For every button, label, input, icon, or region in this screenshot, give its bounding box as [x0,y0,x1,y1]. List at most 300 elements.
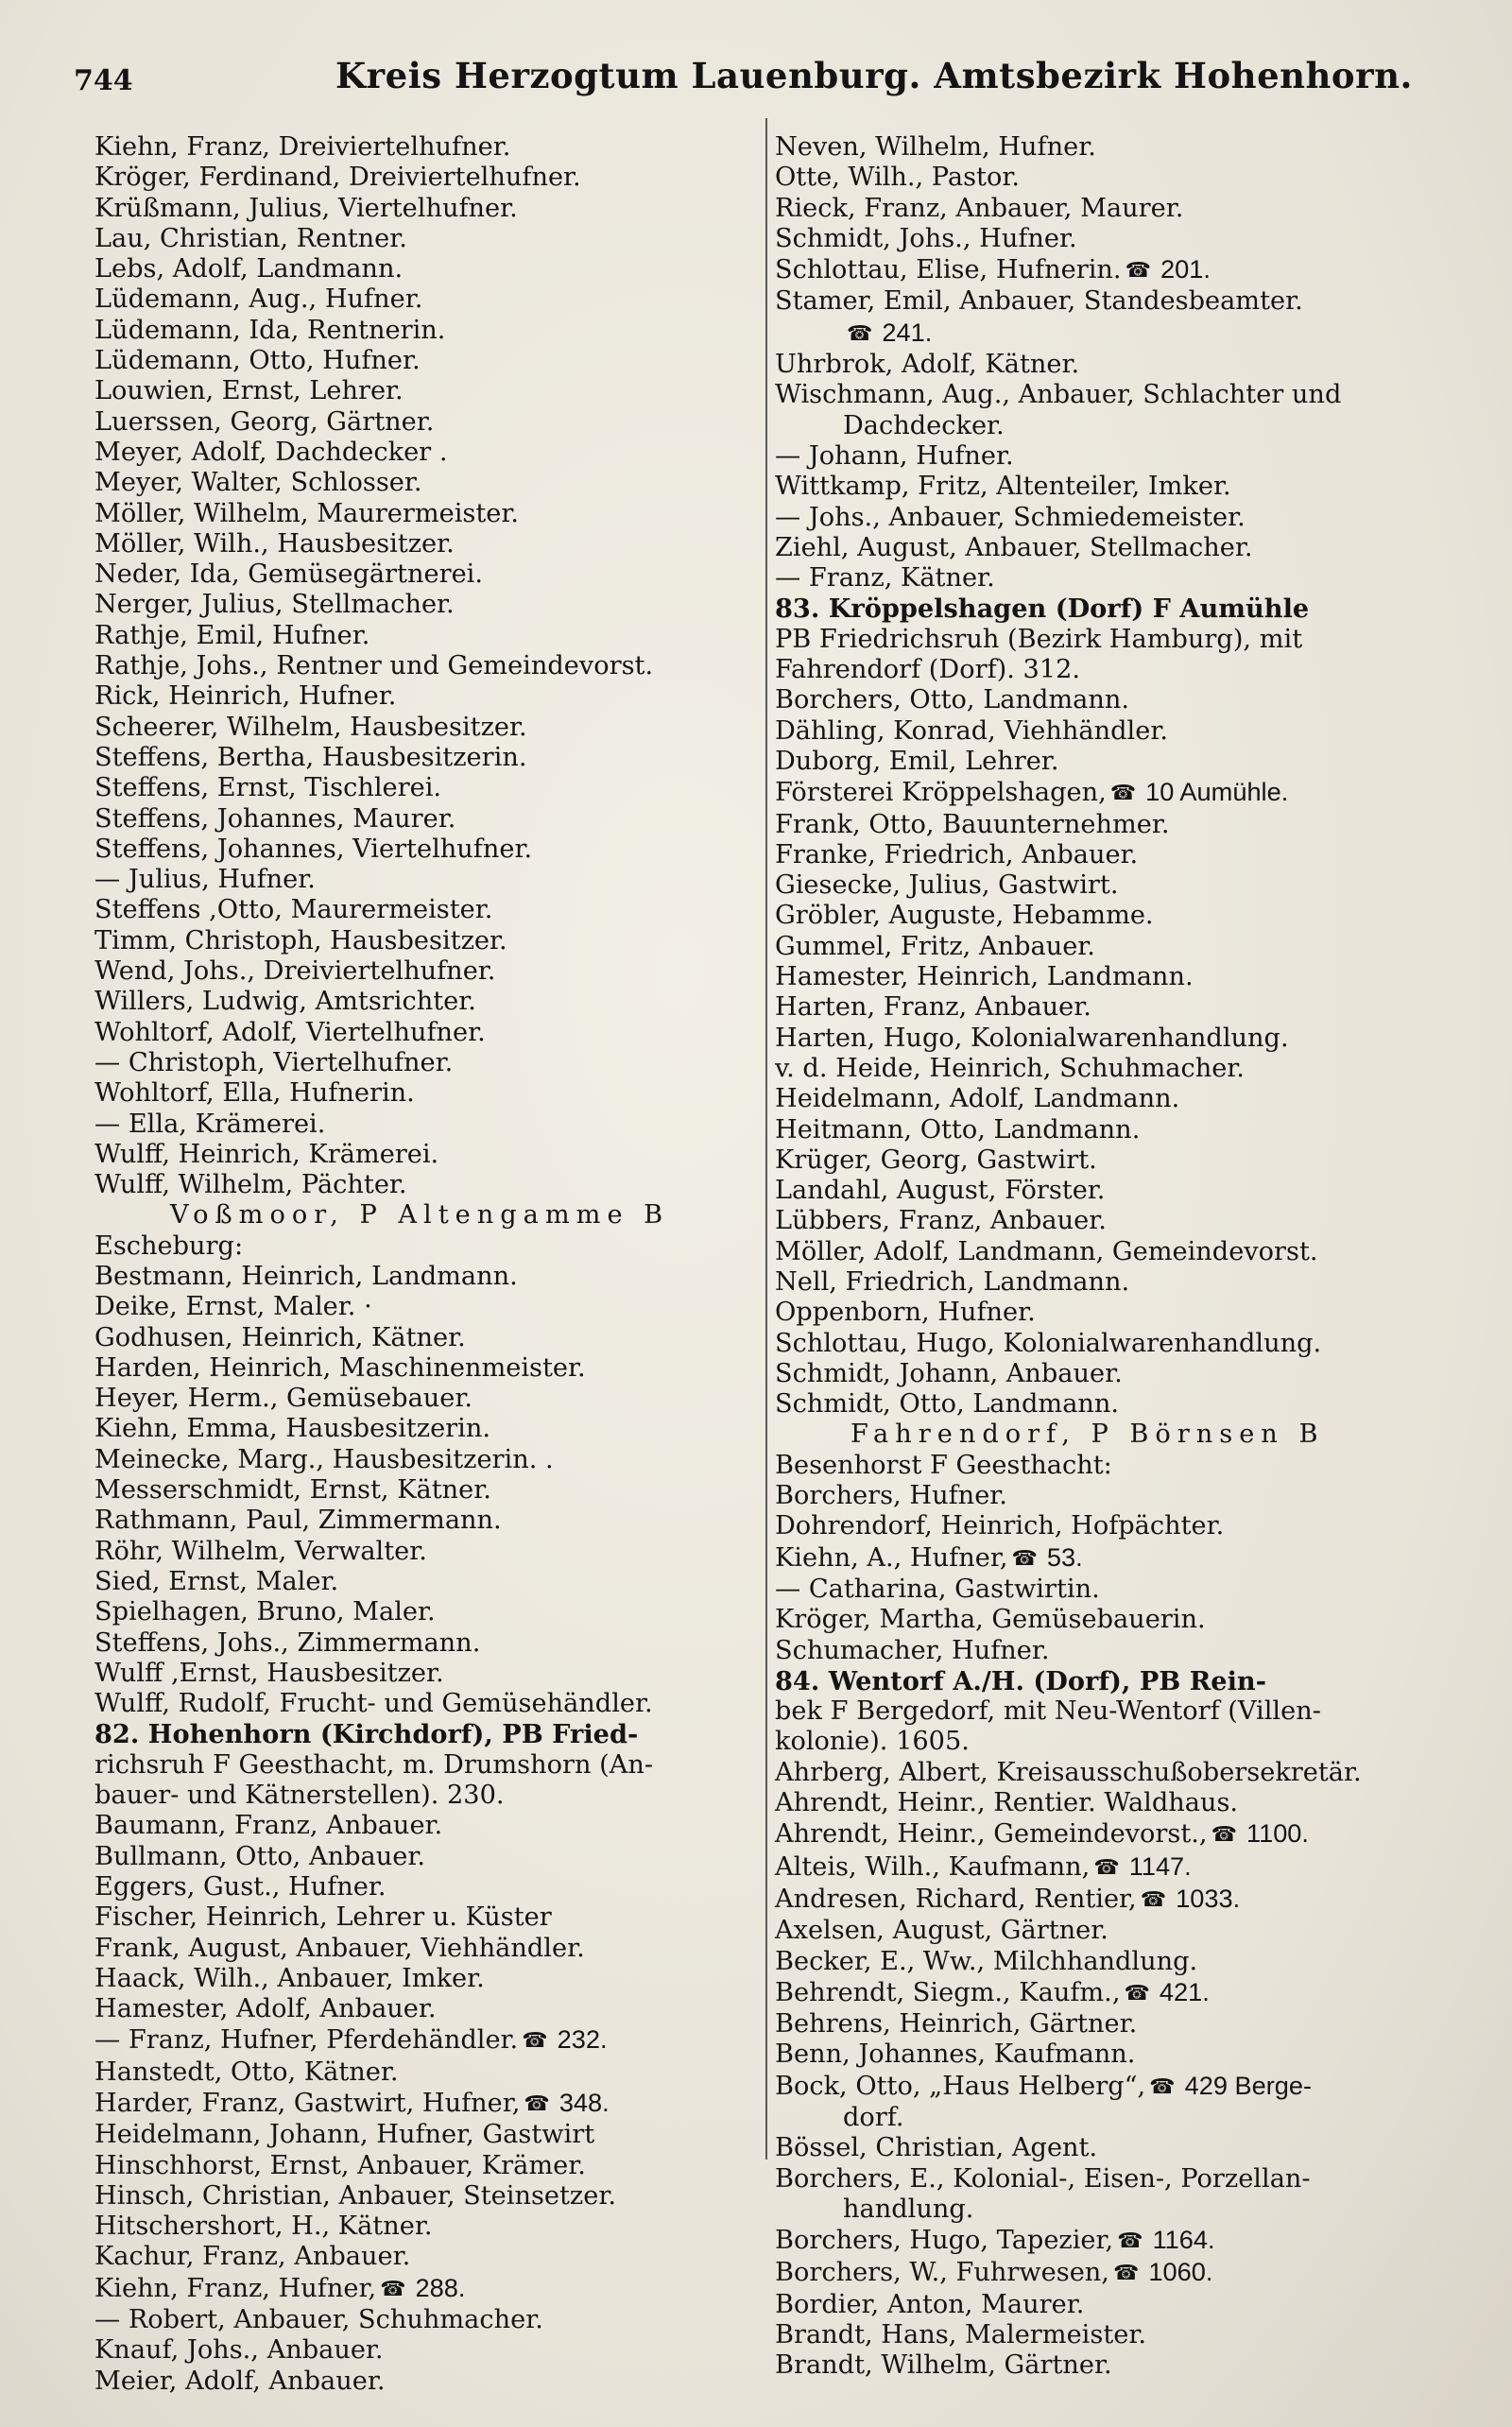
directory-entry [775,2257,1436,2289]
entry-text: Sied, Ernst, Maler. [94,1566,339,1596]
heading-continuation [94,1781,747,1811]
phone-number: 1147. [1128,1850,1192,1881]
entry-text: Behrendt, Siegm., Kaufm., [775,1977,1121,2007]
entry-text: — Franz, Kätner. [775,563,995,594]
entry-text: Borchers, W., Fuhrwesen, [775,2258,1109,2288]
directory-entry [94,2088,747,2120]
directory-entry [775,1176,1436,1206]
entry-text: Luerssen, Georg, Gärtner. [94,406,435,437]
directory-entry [775,1481,1436,1511]
directory-entry [775,777,1436,809]
entry-text: Rieck, Franz, Anbauer, Maurer. [775,193,1184,223]
entry-text: Försterei Kröppelshagen, [775,778,1107,808]
directory-entry [775,2290,1436,2320]
heading-continuation [775,1451,1436,1481]
telephone-icon: ☎ [380,2277,406,2301]
directory-entry [94,1567,747,1597]
directory-entry [94,1110,747,1140]
entry-text: PB Friedrichsruh (Bezirk Hamburg), mit [775,624,1303,654]
directory-entry [775,1851,1436,1884]
phone-number: 1100. [1246,1818,1309,1849]
entry-continuation [775,2195,1436,2225]
directory-entry [775,1024,1436,1054]
entry-text: Timm, Christoph, Hausbesitzer. [94,925,507,955]
directory-entry [94,1811,747,1841]
directory-entry [775,1298,1436,1328]
entry-text: Steffens ,Otto, Maurermeister. [94,895,493,925]
directory-entry [775,1605,1436,1635]
entry-text: Nerger, Julius, Stellmacher. [94,590,455,620]
telephone-icon: ☎ [847,321,873,346]
entry-text: — Catharina, Gastwirtin. [775,1574,1100,1604]
entry-text: — Robert, Anbauer, Schuhmacher. [94,2305,543,2335]
telephone-icon: ☎ [1109,782,1137,806]
directory-entry [94,2367,747,2397]
heading-continuation [775,625,1436,655]
directory-entry [775,1542,1436,1575]
directory-entry [775,1145,1436,1176]
directory-entry [94,316,747,346]
directory-entry [94,835,747,865]
directory-entry [94,926,747,956]
telephone-icon: ☎ [1124,1981,1150,2005]
entry-text: Gummel, Fritz, Anbauer. [775,931,1095,961]
directory-entry [775,747,1436,777]
phone-number: 1060. [1148,2257,1213,2287]
entry-text: Lüdemann, Otto, Hufner. [94,346,421,376]
directory-entry [94,651,747,681]
directory-entry [94,865,747,895]
entry-text: Wulff, Heinrich, Krämerei. [94,1139,439,1169]
entry-text: Kiehn, Franz, Dreiviertelhufner. [94,132,511,162]
entry-text: Schmidt, Otto, Landmann. [775,1389,1120,1420]
directory-entry [94,346,747,376]
entry-text: Borchers, Otto, Landmann. [775,685,1130,715]
entry-text: Axelsen, August, Gärtner. [775,1916,1108,1946]
entry-text: bek F Bergedorf, mit Neu-Wentorf (Villen- [775,1696,1321,1727]
entry-text: Brandt, Wilhelm, Gärtner. [775,2350,1112,2381]
directory-entry [94,2057,747,2088]
phone-number: 421. [1159,1976,1210,2006]
phone-number: 232. [557,2024,608,2055]
entry-text: Borchers, Hufner. [775,1481,1007,1511]
directory-entry [94,2305,747,2335]
telephone-icon: ☎ [1211,1823,1237,1848]
directory-entry [775,1237,1436,1267]
entry-text: Lüdemann, Aug., Hufner. [94,284,423,315]
directory-entry [775,350,1436,380]
entry-text: Ziehl, August, Anbauer, Stellmacher. [775,532,1253,562]
directory-entry [94,987,747,1017]
entry-text: Escheburg: [94,1231,244,1261]
directory-entry [94,376,747,406]
entry-text: Wulff ,Ernst, Hausbesitzer. [94,1658,444,1688]
entry-text: 83. Kröppelshagen (Dorf) F Aumühle [775,594,1310,625]
directory-entry [775,992,1436,1023]
entry-text: Spielhagen, Bruno, Maler. [94,1597,436,1627]
directory-entry [775,2071,1436,2103]
phone-number: 241. [882,317,933,347]
entry-text: — Franz, Hufner, Pferdehändler. [94,2025,519,2056]
entry-text: Heidelmann, Johann, Hufner, Gastwirt [94,2120,595,2150]
entry-text: Kiehn, A., Hufner, [775,1542,1008,1573]
directory-entry [94,2024,747,2057]
directory-entry [94,895,747,925]
entry-text: Hinschhorst, Ernst, Anbauer, Krämer. [94,2150,586,2180]
directory-entry [94,1506,747,1536]
entry-text: Kröger, Martha, Gemüsebauerin. [775,1605,1206,1635]
directory-entry [94,681,747,712]
directory-entry [94,407,747,438]
entry-text: Wulff, Wilhelm, Pächter. [94,1170,407,1200]
entry-text: kolonie). 1605. [775,1727,970,1757]
telephone-icon: ☎ [1093,1855,1120,1880]
telephone-icon: ☎ [1011,1546,1038,1571]
entry-text: Kröger, Ferdinand, Dreiviertelhufner. [94,163,581,193]
entry-text: Lebs, Adolf, Landmann. [94,254,404,284]
entry-text: Harden, Heinrich, Maschinenmeister. [94,1352,586,1383]
entry-text: Dähling, Konrad, Viehhändler. [775,715,1168,746]
entry-text: Steffens, Johannes, Maurer. [94,803,456,834]
entry-text: Oppenborn, Hufner. [775,1298,1036,1328]
directory-entry [775,870,1436,901]
directory-entry [94,590,747,620]
heading-continuation [775,1727,1436,1757]
entry-text: Besenhorst F Geesthacht: [775,1450,1112,1480]
entry-text: Krüger, Georg, Gastwirt. [775,1145,1097,1175]
entry-text: Andresen, Richard, Rentier, [775,1884,1137,1914]
entry-text: Steffens, Ernst, Tischlerei. [94,773,442,803]
directory-entry [775,2133,1436,2163]
directory-entry [775,1115,1436,1145]
telephone-icon: ☎ [1149,2074,1176,2099]
phone-number: 10 Aumühle. [1145,777,1289,807]
entry-text: Heidelmann, Adolf, Landmann. [775,1084,1180,1114]
directory-entry [775,1206,1436,1236]
directory-entry [775,2009,1436,2040]
entry-text: Behrens, Heinrich, Gärtner. [775,2009,1138,2040]
directory-entry [775,380,1436,410]
entry-text: v. d. Heide, Heinrich, Schuhmacher. [775,1053,1245,1083]
entry-text: Louwien, Ernst, Lehrer. [94,376,404,406]
entry-text: Hamester, Heinrich, Landmann. [775,962,1194,992]
telephone-icon: ☎ [1112,2262,1140,2286]
entry-text: Baumann, Franz, Anbauer. [94,1811,443,1841]
directory-entry [94,2335,747,2366]
directory-entry [775,533,1436,563]
directory-entry [94,1597,747,1627]
entry-text: Scheerer, Wilhelm, Hausbesitzer. [94,712,527,742]
entry-text: Rathje, Johs., Rentner und Gemeindevorst. [94,651,654,681]
directory-entry [775,472,1436,502]
section-heading [775,1666,1436,1696]
directory-entry [94,1872,747,1902]
locality-heading [94,1200,747,1231]
directory-entry [775,1359,1436,1389]
entry-text: Fahrendorf (Dorf). 312. [775,655,1081,685]
directory-entry [775,503,1436,533]
directory-entry [94,224,747,254]
directory-entry [775,962,1436,992]
entry-text: Duborg, Emil, Lehrer. [775,746,1059,776]
entry-text: Harten, Franz, Anbauer. [775,992,1091,1023]
entry-text: Lau, Christian, Rentner. [94,223,407,253]
phone-number: 1164. [1152,2225,1215,2255]
phone-number: 348. [558,2088,610,2117]
entry-text: Frank, Otto, Bauunternehmer. [775,809,1170,839]
directory-entry [775,2040,1436,2070]
entry-text: Brandt, Hans, Malermeister. [775,2320,1146,2350]
directory-entry [775,901,1436,931]
entry-text: Uhrbrok, Adolf, Kätner. [775,350,1080,380]
entry-text: Harder, Franz, Gastwirt, Hufner, [94,2089,521,2118]
phone-number: 429 Berge- [1184,2070,1313,2100]
heading-continuation [775,655,1436,685]
entry-text: Wischmann, Aug., Anbauer, Schlachter und [775,380,1342,410]
phone-number: 288. [415,2272,466,2302]
directory-entry [775,1054,1436,1084]
directory-entry [94,1292,747,1322]
directory-entry [94,2120,747,2150]
entry-text: Rathmann, Paul, Zimmermann. [94,1506,502,1536]
directory-entry [94,713,747,743]
entry-text: Kachur, Franz, Anbauer. [94,2242,411,2272]
directory-entry [775,1947,1436,1977]
entry-text: Meier, Adolf, Anbauer. [94,2366,386,2396]
entry-text: Möller, Wilhelm, Maurermeister. [94,498,520,528]
directory-entry [775,441,1436,472]
directory-entry [94,1994,747,2024]
telephone-icon: ☎ [524,2092,550,2116]
entry-continuation [775,318,1436,350]
directory-entry [94,1262,747,1292]
entry-text: richsruh F Geesthacht, m. Drumshorn (An- [94,1749,654,1780]
entry-text: Stamer, Emil, Anbauer, Standesbeamter. [775,286,1303,317]
directory-entry [94,1048,747,1078]
directory-entry [775,2350,1436,2381]
entry-text: Frank, August, Anbauer, Viehhändler. [94,1933,585,1963]
directory-entry [775,1818,1436,1850]
telephone-icon: ☎ [1117,2229,1143,2254]
telephone-icon: ☎ [1140,1887,1167,1912]
entry-text: Neven, Wilhelm, Hufner. [775,132,1096,162]
directory-entry [775,2225,1436,2257]
directory-entry [775,1575,1436,1605]
directory-entry [94,1659,747,1689]
directory-entry [94,1384,747,1414]
entry-text: Meyer, Adolf, Dachdecker . [94,437,448,467]
section-heading [775,594,1436,624]
directory-entry [775,132,1436,163]
directory-entry [775,2320,1436,2350]
directory-entry [775,1511,1436,1541]
directory-entry [775,932,1436,962]
entry-text: Bordier, Anton, Maurer. [775,2289,1085,2319]
entry-continuation [775,2103,1436,2133]
directory-entry [94,1628,747,1659]
entry-text: — Johs., Anbauer, Schmiedemeister. [775,502,1246,532]
entry-text: Becker, E., Ww., Milchhandlung. [775,1946,1198,1976]
entry-text: Hanstedt, Otto, Kätner. [94,2057,399,2087]
entry-text: Bestmann, Heinrich, Landmann. [94,1261,518,1291]
entry-text: Röhr, Wilhelm, Verwalter. [94,1536,427,1566]
directory-entry [94,1537,747,1567]
column-divider [765,118,767,2160]
directory-entry [775,810,1436,840]
directory-entry [94,1445,747,1475]
directory-entry [775,685,1436,715]
entry-text: Steffens, Johannes, Viertelhufner. [94,834,533,864]
directory-entry [94,132,747,163]
page-title: Kreis Herzogtum Lauenburg. Amtsbezirk Hohenhorn. [335,55,1413,96]
section-heading [94,1719,747,1749]
entry-text: Schmidt, Johann, Anbauer. [775,1358,1123,1388]
directory-entry [775,286,1436,317]
entry-text: Bock, Otto, „Haus Helberg“, [775,2071,1146,2101]
directory-entry [94,1842,747,1872]
entry-text: Hitschershort, H., Kätner. [94,2212,433,2242]
entry-text: Deike, Ernst, Maler. · [94,1292,372,1322]
entry-text: Wulff, Rudolf, Frucht- und Gemüsehändler. [94,1689,653,1719]
entry-text: Borchers, Hugo, Tapezier, [775,2226,1114,2256]
directory-entry [775,1884,1436,1916]
entry-text: Kiehn, Franz, Hufner, [94,2273,377,2303]
entry-text: Lübbers, Franz, Anbauer. [775,1206,1107,1236]
left-column [94,132,747,2397]
directory-entry [94,1964,747,1994]
entry-text: Steffens, Bertha, Hausbesitzerin. [94,742,527,772]
locality-heading [775,1420,1436,1450]
entry-text: Schlottau, Elise, Hufnerin. [775,255,1122,285]
directory-entry [775,1636,1436,1666]
directory-entry [94,1078,747,1109]
directory-entry [775,1788,1436,1818]
directory-entry [775,1916,1436,1946]
directory-entry [94,773,747,803]
directory-entry [94,1170,747,1200]
entry-text: Borchers, E., Kolonial-, Eisen-, Porzellan- [775,2163,1311,2194]
directory-entry [775,163,1436,193]
phone-number: 201. [1160,254,1211,284]
directory-entry [94,254,747,284]
directory-entry [94,499,747,529]
entry-text: Wohltorf, Adolf, Viertelhufner. [94,1017,486,1047]
entry-text: Hinsch, Christian, Anbauer, Steinsetzer. [94,2180,616,2211]
entry-text: Fischer, Heinrich, Lehrer u. Küster [94,1902,552,1933]
entry-text: 84. Wentorf A./H. (Dorf), PB Rein- [775,1665,1266,1696]
directory-entry [775,194,1436,224]
page-number: 744 [74,64,133,97]
entry-text: Krüßmann, Julius, Viertelhufner. [94,193,518,223]
entry-text: Meinecke, Marg., Hausbesitzerin. . [94,1444,554,1474]
entry-text: Möller, Wilh., Hausbesitzer. [94,528,455,559]
entry-text: Rathje, Emil, Hufner. [94,620,370,650]
directory-entry [94,2181,747,2212]
directory-entry [94,163,747,193]
entry-text: — Johann, Hufner. [775,440,1014,471]
directory-entry [775,1758,1436,1788]
entry-text: Messerschmidt, Ernst, Kätner. [94,1475,491,1506]
entry-text: Wend, Johs., Dreiviertelhufner. [94,956,496,987]
directory-entry [94,2151,747,2181]
entry-text: Meyer, Walter, Schlosser. [94,468,422,498]
directory-entry [775,1977,1436,2009]
directory-entry [94,2212,747,2242]
directory-entry [94,284,747,315]
directory-entry [94,559,747,590]
entry-text: Dachdecker. [843,410,1005,440]
entry-text: Heitmann, Otto, Landmann. [775,1114,1141,1145]
entry-text: Giesecke, Julius, Gastwirt. [775,870,1119,901]
entry-text: Ahrendt, Heinr., Rentier. Waldhaus. [775,1788,1239,1818]
directory-entry [775,840,1436,870]
entry-text: Schlottau, Hugo, Kolonialwarenhandlung. [775,1328,1322,1358]
directory-entry [94,1323,747,1353]
directory-entry [94,1140,747,1170]
entry-continuation [775,411,1436,441]
entry-text: Voßmoor, P Altengamme B [170,1200,670,1231]
entry-text: Ahrberg, Albert, Kreisausschußobersekretär. [775,1757,1362,1787]
heading-continuation [94,1231,747,1262]
entry-text: Bössel, Christian, Agent. [775,2133,1098,2163]
heading-continuation [94,1750,747,1781]
entry-text: — Julius, Hufner. [94,865,316,895]
directory-entry [94,194,747,224]
entry-text: — Christoph, Viertelhufner. [94,1047,454,1077]
directory-entry [94,621,747,651]
entry-text: Rick, Heinrich, Hufner. [94,681,397,712]
directory-entry [94,956,747,987]
directory-entry [94,804,747,835]
directory-entry [775,1389,1436,1420]
directory-entry [94,1689,747,1719]
entry-text: Harten, Hugo, Kolonialwarenhandlung. [775,1023,1289,1053]
entry-text: Heyer, Herm., Gemüsebauer. [94,1384,473,1414]
directory-entry [94,1934,747,1964]
entry-text: Dohrendorf, Heinrich, Hofpächter. [775,1511,1225,1541]
directory-entry [94,1902,747,1933]
entry-text: Wohltorf, Ella, Hufnerin. [94,1078,415,1109]
directory-entry [94,438,747,468]
directory-entry [94,529,747,559]
directory-entry [94,1353,747,1384]
directory-entry [775,1329,1436,1359]
entry-text: Gröbler, Auguste, Hebamme. [775,901,1154,931]
entry-text: Schumacher, Hufner. [775,1635,1050,1665]
entry-text: Haack, Wilh., Anbauer, Imker. [94,1963,485,1993]
entry-text: Nell, Friedrich, Landmann. [775,1266,1130,1297]
telephone-icon: ☎ [522,2029,548,2054]
entry-text: Neder, Ida, Gemüsegärtnerei. [94,559,483,590]
entry-text: Knauf, Johs., Anbauer. [94,2335,384,2366]
entry-text: bauer- und Kätnerstellen). 230. [94,1781,505,1811]
directory-entry [775,224,1436,254]
entry-text: Landahl, August, Förster. [775,1176,1106,1206]
entry-text: Eggers, Gust., Hufner. [94,1871,387,1902]
entry-text: Steffens, Johs., Zimmermann. [94,1627,481,1658]
directory-entry [94,1475,747,1506]
entry-text: Wittkamp, Fritz, Altenteiler, Imker. [775,472,1231,502]
entry-text: Möller, Adolf, Landmann, Gemeindevorst. [775,1236,1318,1266]
right-column [775,132,1436,2382]
directory-entry [94,2273,747,2305]
entry-text: Franke, Friedrich, Anbauer. [775,839,1139,869]
directory-entry [94,743,747,773]
entry-text: Willers, Ludwig, Amtsrichter. [94,987,476,1017]
entry-text: Fahrendorf, P Börnsen B [850,1420,1325,1450]
directory-entry [775,1084,1436,1114]
entry-text: handlung. [843,2194,974,2224]
